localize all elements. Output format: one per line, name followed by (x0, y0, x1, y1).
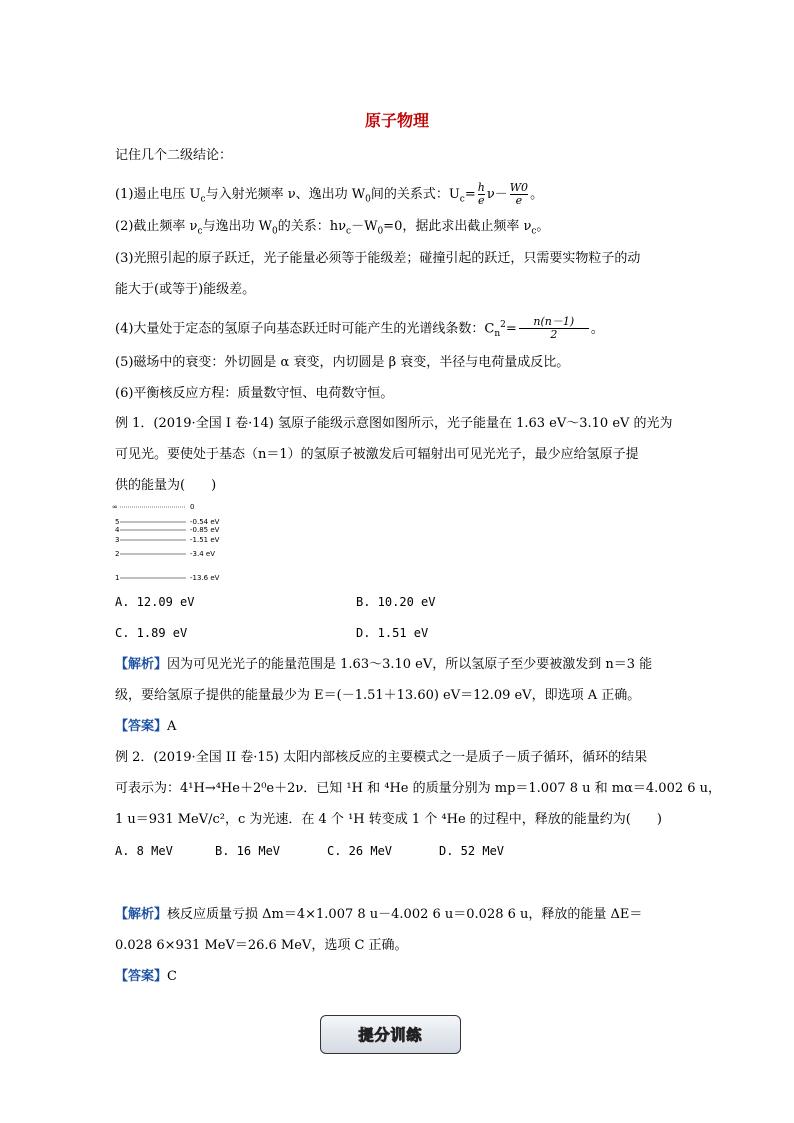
level-2-n: 2 (115, 550, 120, 558)
level-4 (115, 526, 220, 534)
answer-label: 【答案】 (115, 719, 168, 734)
level-3-n: 3 (115, 536, 120, 544)
example-2-answer: 【答案】C (115, 969, 177, 984)
rule-5: (5)磁场中的衰变：外切圆是 α 衰变，内切圆是 β 衰变，半径与电荷量成反比。 (115, 355, 570, 370)
fraction-w0-over-e: $\frac{W0}{e}$ (509, 181, 529, 207)
level-3-energy: -1.51 eV (190, 536, 220, 544)
intro-text: 记住几个二级结论： (115, 148, 233, 163)
section-heading-button (320, 1015, 461, 1054)
level-3 (115, 536, 220, 544)
example-2-option-d: D. 52 MeV (439, 844, 505, 858)
example-2-line-1: 例 2．(2019·全国 II 卷·15) 太阳内部核反应的主要模式之一是质子－质子循环，循环的结果 (115, 750, 648, 765)
level-5-n: 5 (115, 518, 120, 526)
example-2-analysis-line-2: 0.028 6×931 MeV＝26.6 MeV，选项 C 正确。 (115, 938, 408, 953)
level-2 (115, 550, 215, 558)
example-2-option-b: B. 16 MeV (215, 844, 281, 858)
level-inf-n: ∞ (112, 503, 118, 511)
rule-3-line-2: 能大于(或等于)能级差。 (115, 282, 256, 297)
rule-4: (4)大量处于定态的氢原子向基态跃迁时可能产生的光谱线条数：$C_n^2=$ $\frac{n(n-1)}{2}$ 。 (115, 315, 604, 342)
answer-label: 【答案】 (115, 969, 168, 984)
page-title: 原子物理 (364, 111, 429, 130)
rule-3-line-1: (3)光照引起的原子跃迁，光子能量必须等于能级差；碰撞引起的跃迁，只需要实物粒子的动 (115, 251, 641, 266)
analysis-label: 【解析】 (115, 907, 168, 922)
energy-level-diagram (110, 502, 250, 586)
fraction-combination: $\frac{n(n-1)}{2}$ (519, 316, 589, 341)
level-1-n: 1 (115, 574, 120, 582)
level-1-energy: -13.6 eV (190, 574, 220, 582)
analysis-label: 【解析】 (115, 657, 168, 672)
example-1-analysis-line-1: 【解析】因为可见光光子的能量范围是 1.63～3.10 eV，所以氢原子至少要被激发到 n＝3 能 (115, 657, 653, 672)
example-1-option-b: B. 10.20 eV (356, 595, 436, 609)
level-5 (115, 518, 220, 526)
level-2-energy: -3.4 eV (190, 550, 215, 558)
example-1-option-d: D. 1.51 eV (356, 626, 429, 640)
example-2-option-c: C. 26 MeV (327, 844, 393, 858)
fraction-h-over-e: $\frac{h}{e}$ (477, 181, 485, 207)
rule-2: (2)截止频率 $\nu_c$与逸出功 $W_0$的关系：$h\nu_c-W_0=0$，据此求出截止频率 $\nu_c$。 (115, 219, 550, 237)
level-inf-energy: 0 (190, 503, 195, 511)
example-1-line-2: 可见光。要使处于基态（n＝1）的氢原子被激发后可辐射出可见光光子，最少应给氢原子提 (115, 447, 639, 462)
example-1-line-1: 例 1．(2019·全国 I 卷·14) 氢原子能级示意图如图所示，光子能量在 1.63 eV～3.10 eV 的光为 (115, 416, 673, 431)
level-inf (112, 503, 194, 511)
level-4-energy: -0.85 eV (190, 526, 220, 534)
example-2-option-a: A. 8 MeV (115, 844, 173, 858)
example-1-line-3: 供的能量为( ) (115, 478, 217, 493)
section-heading-label: 提分训练 (358, 1026, 423, 1044)
level-5-energy: -0.54 eV (190, 518, 220, 526)
example-2-line-2: 可表示为：4¹H→⁴He＋2⁰e＋2ν．已知 ¹H 和 ⁴He 的质量分别为 mp＝1.007 8 u 和 mα＝4.002 6 u， (115, 781, 722, 796)
example-2-line-3: 1 u＝931 MeV/c²，c 为光速．在 4 个 ¹H 转变成 1 个 ⁴He 的过程中，释放的能量约为( ) (115, 812, 662, 827)
rule-1: (1)遏止电压 $U_c$与入射光频率 ν、逸出功 $W_0$间的关系式：$U_c=$ $\frac{h}{e}$ ν－ $\frac{W0}{e}$ 。 (115, 181, 544, 207)
level-1 (115, 574, 220, 582)
example-1-option-a: A. 12.09 eV (115, 595, 195, 609)
level-4-n: 4 (115, 526, 120, 534)
example-2-analysis-line-1: 【解析】核反应质量亏损 Δm＝4×1.007 8 u－4.002 6 u＝0.028 6 u，释放的能量 ΔE＝ (115, 907, 643, 922)
example-1-analysis-line-2: 级，要给氢原子提供的能量最少为 E＝(－1.51＋13.60) eV＝12.09 eV，即选项 A 正确。 (115, 688, 641, 703)
example-1-option-c: C. 1.89 eV (115, 626, 188, 640)
example-1-answer: 【答案】A (115, 719, 177, 734)
rule-6: (6)平衡核反应方程：质量数守恒、电荷数守恒。 (115, 386, 394, 401)
